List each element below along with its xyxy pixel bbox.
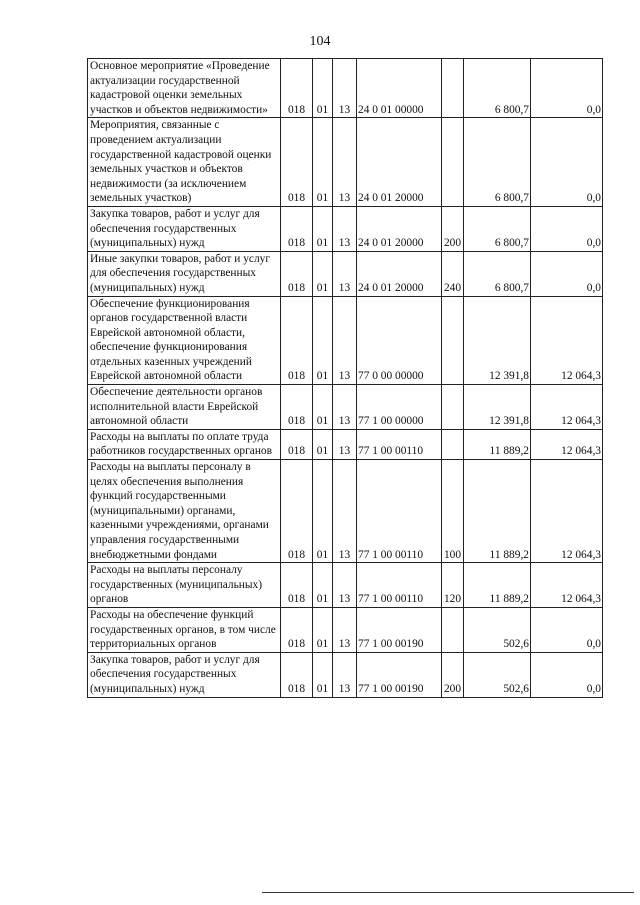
- table-row: [88, 652, 603, 697]
- section-code: 01: [313, 429, 333, 459]
- target-article-code: 24 0 01 20000: [357, 118, 442, 207]
- admin-code: 018: [281, 59, 313, 118]
- admin-code: 018: [281, 460, 313, 563]
- amount-year-2: 0,0: [531, 118, 603, 207]
- admin-code: 018: [281, 429, 313, 459]
- section-code: 01: [313, 652, 333, 697]
- expense-type-code: 200: [442, 652, 464, 697]
- subsection-code: 13: [333, 563, 357, 608]
- row-name: Обеспечение функционирования органов государственной власти Еврейской автономной области, обеспечение функционирования отдельных казенных учреждений Еврейской автономной области: [88, 296, 281, 385]
- expense-type-code: [442, 429, 464, 459]
- amount-year-1: 502,6: [464, 607, 531, 652]
- row-name: Расходы на обеспечение функций государственных органов, в том числе территориальных органов: [88, 607, 281, 652]
- admin-code: 018: [281, 563, 313, 608]
- amount-year-2: 0,0: [531, 59, 603, 118]
- amount-year-1: 502,6: [464, 652, 531, 697]
- amount-year-1: 6 800,7: [464, 251, 531, 296]
- amount-year-1: 11 889,2: [464, 563, 531, 608]
- subsection-code: 13: [333, 607, 357, 652]
- page-number: 104: [309, 34, 331, 49]
- expense-type-code: [442, 296, 464, 385]
- expense-type-code: 120: [442, 563, 464, 608]
- admin-code: 018: [281, 118, 313, 207]
- budget-table-body: [88, 59, 603, 698]
- subsection-code: 13: [333, 206, 357, 251]
- expense-type-code: 200: [442, 206, 464, 251]
- row-name: Мероприятия, связанные с проведением актуализации государственной кадастровой оценки земельных участков и объектов недвижимости (за исключением земельных участков): [88, 118, 281, 207]
- expense-type-code: [442, 118, 464, 207]
- admin-code: 018: [281, 607, 313, 652]
- admin-code: 018: [281, 251, 313, 296]
- expense-type-code: 100: [442, 460, 464, 563]
- row-name: Закупка товаров, работ и услуг для обеспечения государственных (муниципальных) нужд: [88, 652, 281, 697]
- subsection-code: 13: [333, 429, 357, 459]
- amount-year-2: 0,0: [531, 607, 603, 652]
- admin-code: 018: [281, 652, 313, 697]
- table-row: [88, 429, 603, 459]
- table-row: [88, 296, 603, 385]
- table-row: [88, 251, 603, 296]
- amount-year-2: 12 064,3: [531, 460, 603, 563]
- section-code: 01: [313, 118, 333, 207]
- row-name: Расходы на выплаты персоналу государственных (муниципальных) органов: [88, 563, 281, 608]
- subsection-code: 13: [333, 652, 357, 697]
- budget-table: [87, 58, 603, 698]
- subsection-code: 13: [333, 59, 357, 118]
- amount-year-1: 11 889,2: [464, 429, 531, 459]
- target-article-code: 77 1 00 00110: [357, 563, 442, 608]
- subsection-code: 13: [333, 460, 357, 563]
- amount-year-1: 11 889,2: [464, 460, 531, 563]
- target-article-code: 24 0 01 20000: [357, 206, 442, 251]
- table-row: [88, 563, 603, 608]
- amount-year-2: 12 064,3: [531, 563, 603, 608]
- subsection-code: 13: [333, 118, 357, 207]
- footer-divider: [262, 892, 634, 893]
- row-name: Закупка товаров, работ и услуг для обеспечения государственных (муниципальных) нужд: [88, 206, 281, 251]
- table-row: [88, 206, 603, 251]
- target-article-code: 77 1 00 00110: [357, 429, 442, 459]
- section-code: 01: [313, 296, 333, 385]
- amount-year-1: 12 391,8: [464, 296, 531, 385]
- target-article-code: 77 0 00 00000: [357, 296, 442, 385]
- section-code: 01: [313, 251, 333, 296]
- amount-year-1: 6 800,7: [464, 206, 531, 251]
- target-article-code: 24 0 01 20000: [357, 251, 442, 296]
- row-name: Основное мероприятие «Проведение актуализации государственной кадастровой оценки земельных участков и объектов недвижимости»: [88, 59, 281, 118]
- section-code: 01: [313, 563, 333, 608]
- target-article-code: 77 1 00 00000: [357, 385, 442, 430]
- expense-type-code: [442, 59, 464, 118]
- target-article-code: 77 1 00 00190: [357, 607, 442, 652]
- table-row: [88, 118, 603, 207]
- admin-code: 018: [281, 296, 313, 385]
- amount-year-1: 6 800,7: [464, 118, 531, 207]
- section-code: 01: [313, 460, 333, 563]
- expense-type-code: [442, 385, 464, 430]
- target-article-code: 24 0 01 00000: [357, 59, 442, 118]
- subsection-code: 13: [333, 251, 357, 296]
- row-name: Обеспечение деятельности органов исполнительной власти Еврейской автономной области: [88, 385, 281, 430]
- section-code: 01: [313, 607, 333, 652]
- amount-year-2: 12 064,3: [531, 296, 603, 385]
- admin-code: 018: [281, 385, 313, 430]
- row-name: Расходы на выплаты по оплате труда работников государственных органов: [88, 429, 281, 459]
- row-name: Иные закупки товаров, работ и услуг для обеспечения государственных (муниципальных) нужд: [88, 251, 281, 296]
- subsection-code: 13: [333, 385, 357, 430]
- amount-year-2: 0,0: [531, 206, 603, 251]
- amount-year-2: 0,0: [531, 251, 603, 296]
- amount-year-1: 6 800,7: [464, 59, 531, 118]
- subsection-code: 13: [333, 296, 357, 385]
- table-row: [88, 460, 603, 563]
- table-row: [88, 607, 603, 652]
- row-name: Расходы на выплаты персоналу в целях обеспечения выполнения функций государственными (муниципальными) органами, казенными учреждениями, органами управления государственными внебюджетными фондами: [88, 460, 281, 563]
- section-code: 01: [313, 206, 333, 251]
- expense-type-code: 240: [442, 251, 464, 296]
- admin-code: 018: [281, 206, 313, 251]
- section-code: 01: [313, 59, 333, 118]
- expense-type-code: [442, 607, 464, 652]
- table-row: [88, 385, 603, 430]
- table-row: [88, 59, 603, 118]
- amount-year-2: 0,0: [531, 652, 603, 697]
- amount-year-2: 12 064,3: [531, 385, 603, 430]
- target-article-code: 77 1 00 00190: [357, 652, 442, 697]
- section-code: 01: [313, 385, 333, 430]
- amount-year-1: 12 391,8: [464, 385, 531, 430]
- amount-year-2: 12 064,3: [531, 429, 603, 459]
- target-article-code: 77 1 00 00110: [357, 460, 442, 563]
